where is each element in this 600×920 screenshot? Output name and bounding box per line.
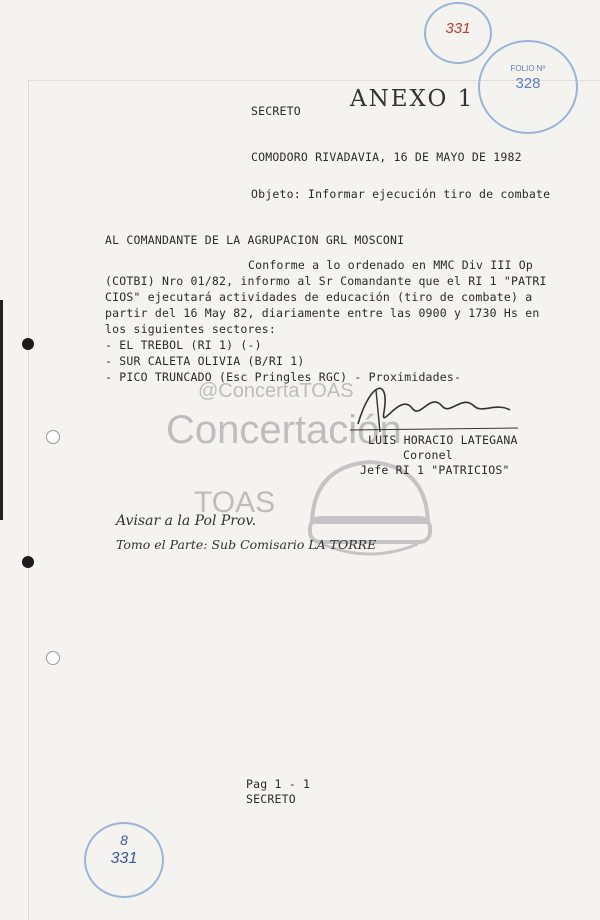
body-line: Conforme a lo ordenado en MMC Div III Op [248, 258, 533, 272]
page-number: Pag 1 - 1 [246, 777, 311, 791]
archive-stamp-bottom [84, 822, 164, 898]
punch-hole [22, 338, 34, 350]
stamp-number: 331 [110, 850, 138, 867]
watermark-handle: @ConcertaTOAS [198, 380, 354, 402]
classification-bottom: SECRETO [246, 792, 296, 806]
place-date: COMODORO RIVADAVIA, 16 DE MAYO DE 1982 [251, 150, 522, 164]
annex-label: ANEXO 1 [350, 86, 475, 112]
watermark-name: Concertación [166, 408, 402, 452]
body-line: (COTBI) Nro 01/82, informo al Sr Comandante que el RI 1 "PATRI [105, 274, 547, 288]
watermark-short: TOAS [194, 486, 276, 519]
body-line: partir del 16 May 82, diariamente entre las 0900 y 1730 Hs en [105, 306, 540, 320]
folio-stamp [478, 40, 578, 134]
folio-number: 328 [515, 75, 541, 92]
handwritten-note: Tomo el Parte: Sub Comisario LA TORRE [116, 537, 377, 552]
stamp-number: 331 [445, 20, 471, 37]
body-line: CIOS" ejecutará actividades de educación (tiro de combate) a [105, 290, 533, 304]
body-line: los siguientes sectores: [105, 322, 276, 336]
archive-stamp-top [424, 2, 492, 64]
sector-item: - EL TREBOL (RI 1) (-) [105, 338, 262, 352]
stamp-number-top: 8 [120, 832, 128, 848]
addressee: AL COMANDANTE DE LA AGRUPACION GRL MOSCONI [105, 233, 405, 247]
subject: Objeto: Informar ejecución tiro de combate [251, 187, 551, 201]
sector-item: - SUR CALETA OLIVIA (B/RI 1) [105, 354, 305, 368]
page-edge-line [28, 80, 29, 920]
binding-edge [0, 300, 3, 520]
punch-hole [22, 556, 34, 568]
handwritten-note: Avisar a la Pol Prov. [116, 513, 257, 529]
punch-hole [46, 651, 60, 665]
signer-title: Jefe RI 1 "PATRICIOS" [360, 463, 510, 477]
signer-rank: Coronel [403, 448, 453, 462]
punch-hole [46, 430, 60, 444]
signer-name: LUIS HORACIO LATEGANA [368, 433, 518, 447]
signature [350, 372, 520, 442]
classification-top: SECRETO [251, 104, 301, 118]
folio-label: FOLIO Nº [510, 64, 546, 73]
sector-item: - PICO TRUNCADO (Esc Pringles RGC) - Proximidades- [105, 370, 462, 384]
